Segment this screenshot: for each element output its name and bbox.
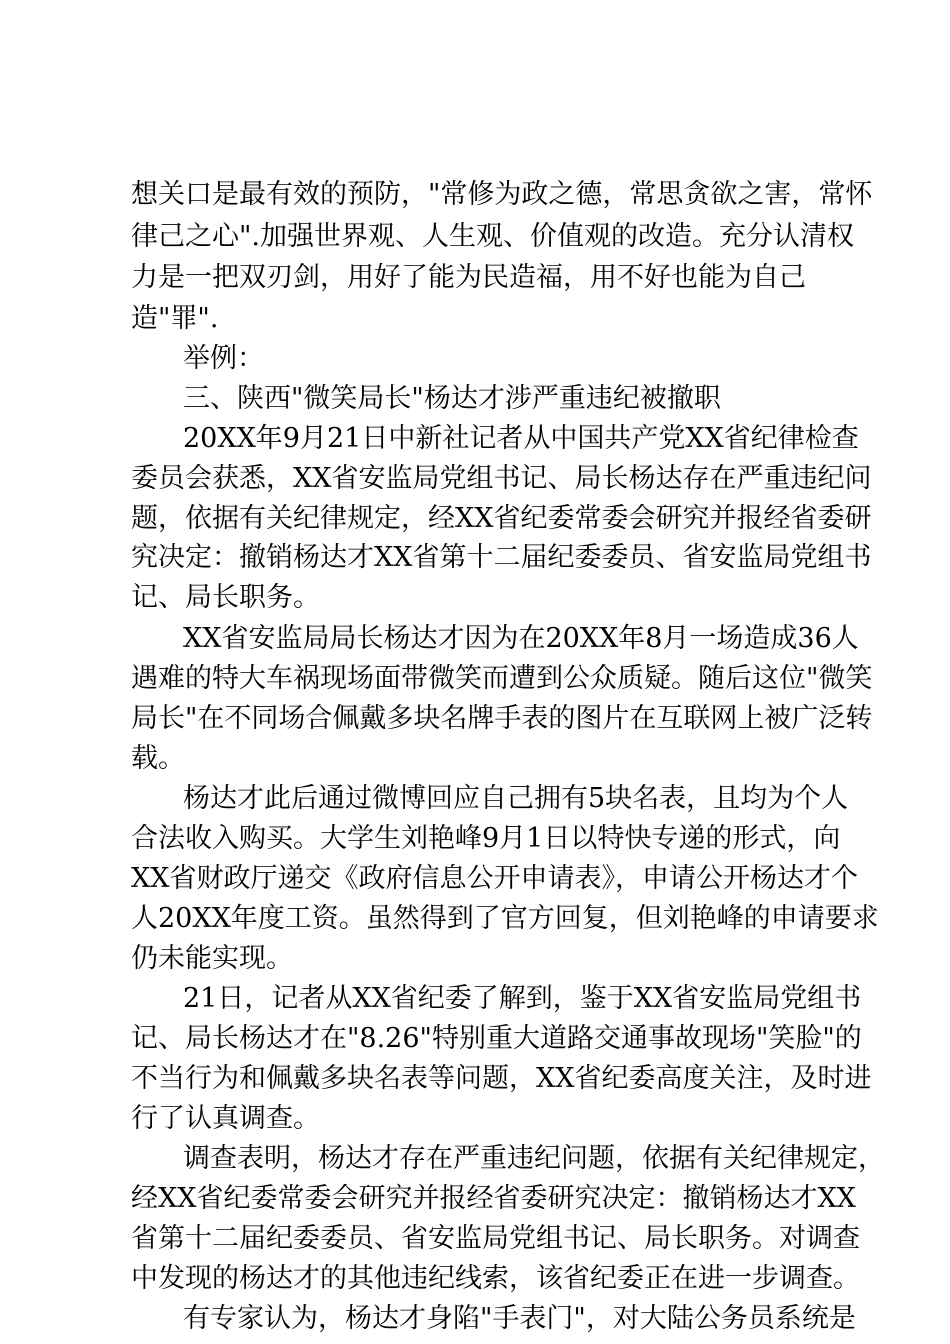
text-line (0, 540, 950, 576)
line-text: 杨达才此后通过微博回应自己拥有5块名表，且均为个人 (183, 783, 849, 814)
text-line (0, 260, 950, 296)
text-line (0, 821, 950, 857)
line-text: 题，依据有关纪律规定，经XX省纪委常委会研究并报经省委研 (131, 503, 872, 534)
line-text: 省第十二届纪委委员、省安监局党组书记、局长职务。对调查 (131, 1223, 860, 1254)
line-text: XX省安监局局长杨达才因为在20XX年8月一场造成36人 (183, 623, 859, 654)
line-text: 遇难的特大车祸现场面带微笑而遭到公众质疑。随后这位"微笑 (131, 663, 873, 694)
line-text: 有专家认为，杨达才身陷"手表门"，对大陆公务员系统是 (183, 1303, 856, 1334)
text-line (0, 1221, 950, 1257)
line-text: 行了认真调查。 (131, 1103, 320, 1134)
text-line (0, 1141, 950, 1177)
line-text: 人20XX年度工资。虽然得到了官方回复，但刘艳峰的申请要求 (131, 903, 879, 934)
line-text: 三、陕西"微笑局长"杨达才涉严重违纪被撤职 (183, 383, 721, 414)
line-text: 20XX年9月21日中新社记者从中国共产党XX省纪律检查 (183, 423, 859, 454)
text-line (0, 661, 950, 697)
text-line (0, 341, 950, 377)
line-text: 造"罪". (131, 303, 219, 334)
text-line (0, 741, 950, 777)
line-text: 载。 (131, 743, 185, 774)
text-line (0, 941, 950, 977)
text-line (0, 219, 950, 255)
line-text: 局长"在不同场合佩戴多块名牌手表的图片在互联网上被广泛转 (131, 703, 873, 734)
line-text: 委员会获悉，XX省安监局党组书记、局长杨达存在严重违纪问 (131, 463, 872, 494)
line-text: 记、局长职务。 (131, 582, 320, 613)
text-line (0, 1261, 950, 1297)
text-line (0, 580, 950, 616)
text-line (0, 301, 950, 337)
text-line (0, 1021, 950, 1057)
text-line (0, 421, 950, 457)
line-text: 21日，记者从XX省纪委了解到，鉴于XX省安监局党组书 (183, 983, 862, 1014)
line-text: 中发现的杨达才的其他违纪线索，该省纪委正在进一步调查。 (131, 1263, 860, 1294)
line-text: 律己之心".加强世界观、人生观、价值观的改造。充分认清权 (131, 221, 855, 252)
line-text: 不当行为和佩戴多块名表等问题，XX省纪委高度关注，及时进 (131, 1063, 872, 1094)
line-text: 调查表明，杨达才存在严重违纪问题，依据有关纪律规定， (183, 1143, 885, 1174)
line-text: 力是一把双刃剑，用好了能为民造福，用不好也能为自己 (131, 262, 806, 293)
text-line (0, 177, 950, 213)
line-text: 举例： (183, 343, 264, 374)
line-text: 仍未能实现。 (131, 943, 293, 974)
text-line (0, 901, 950, 937)
text-line (0, 1181, 950, 1217)
text-line (0, 861, 950, 897)
line-text: 究决定：撤销杨达才XX省第十二届纪委委员、省安监局党组书 (131, 542, 872, 573)
text-line (0, 381, 950, 417)
text-line (0, 501, 950, 537)
line-text: 记、局长杨达才在"8.26"特别重大道路交通事故现场"笑脸"的 (131, 1023, 862, 1054)
line-text: 想关口是最有效的预防，"常修为政之德，常思贪欲之害，常怀 (131, 179, 873, 210)
line-text: 经XX省纪委常委会研究并报经省委研究决定：撤销杨达才XX (131, 1183, 856, 1214)
text-line (0, 1101, 950, 1137)
text-line (0, 1301, 950, 1337)
text-line (0, 781, 950, 817)
line-text: 合法收入购买。大学生刘艳峰9月1日以特快专递的形式，向 (131, 823, 841, 854)
text-line (0, 621, 950, 657)
text-line (0, 701, 950, 737)
text-line (0, 1061, 950, 1097)
text-line (0, 461, 950, 497)
text-line (0, 981, 950, 1017)
line-text: XX省财政厅递交《政府信息公开申请表》，申请公开杨达才个 (131, 863, 858, 894)
